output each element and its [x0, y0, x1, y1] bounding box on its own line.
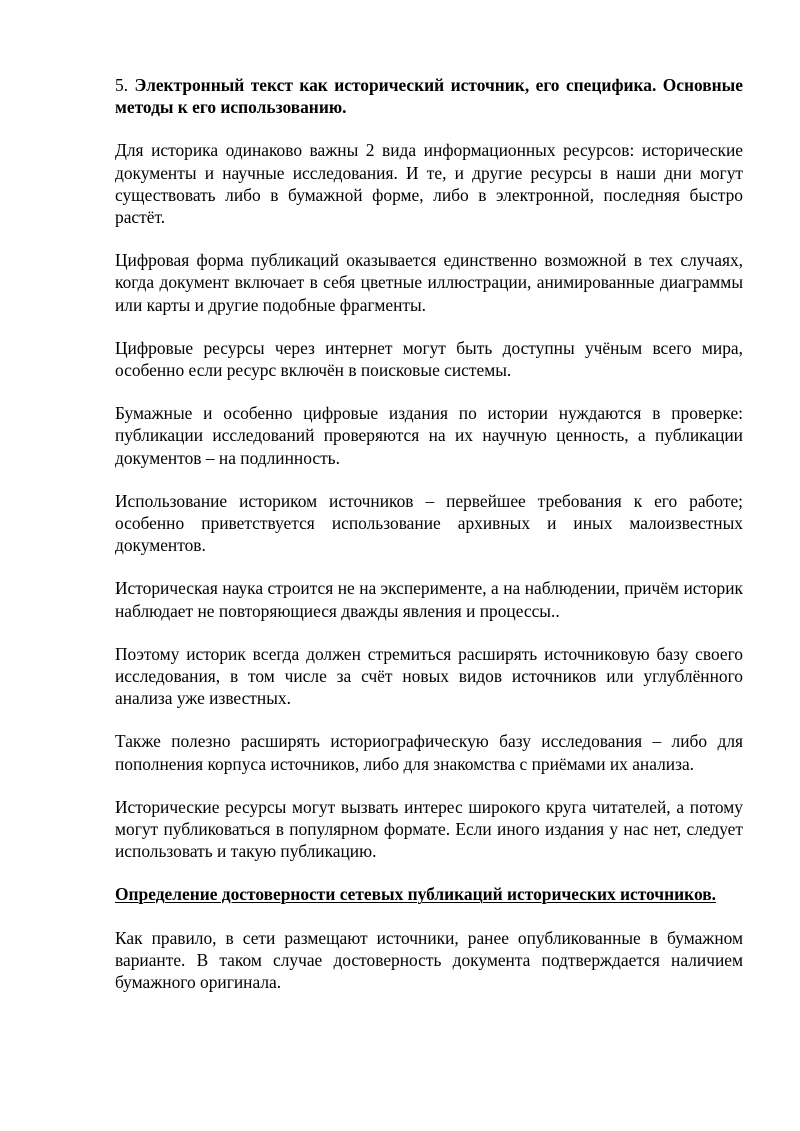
paragraph-1: Для историка одинаково важны 2 вида информационных ресурсов: исторические документы и научные исследования. И те, и другие ресурсы в наши дни могут существовать либо в бумажной форме, либо в электронной, последняя быстро растёт.: [115, 140, 743, 228]
final-paragraph: Как правило, в сети размещают источники, ранее опубликованные в бумажном варианте. В таком случае достоверность документа подтверждается наличием бумажного оригинала.: [115, 927, 743, 993]
paragraph-5: Использование историком источников – первейшее требования к его работе; особенно приветствуется использование архивных и иных малоизвестных документов.: [115, 490, 743, 556]
paragraph-4: Бумажные и особенно цифровые издания по истории нуждаются в проверке: публикации исследований проверяются на их научную ценность, а публикации документов – на подлинность.: [115, 403, 743, 468]
subsection-title: Определение достоверности сетевых публикаций исторических источников.: [115, 884, 716, 905]
subsection-heading: [115, 883, 743, 905]
paragraph-3: Цифровые ресурсы через интернет могут быть доступны учёным всего мира, особенно если ресурс включён в поисковые системы.: [115, 337, 743, 381]
paragraph-8: Также полезно расширять историографическую базу исследования – либо для пополнения корпуса источников, либо для знакомства с приёмами их анализа.: [115, 731, 743, 774]
document-page: [115, 74, 743, 1014]
section-title: Электронный текст как исторический источник, его специфика. Основные методы к его использованию.: [115, 75, 743, 118]
section-number: 5.: [115, 75, 129, 95]
paragraph-9: Исторические ресурсы могут вызвать интерес широкого круга читателей, а потому могут публиковаться в популярном формате. Если иного издания у нас нет, следует использовать и такую публикацию.: [115, 796, 743, 862]
section-heading: [115, 74, 743, 118]
paragraph-7: Поэтому историк всегда должен стремиться расширять источниковую базу своего исследования, в том числе за счёт новых видов источников или углублённого анализа уже известных.: [115, 643, 743, 709]
paragraph-2: Цифровая форма публикаций оказывается единственно возможной в тех случаях, когда документ включает в себя цветные иллюстрации, анимированные диаграммы или карты и другие подобные фрагменты.: [115, 250, 743, 315]
paragraph-6: Историческая наука строится не на эксперименте, а на наблюдении, причём историк наблюдает не повторяющиеся дважды явления и процессы..: [115, 578, 743, 621]
